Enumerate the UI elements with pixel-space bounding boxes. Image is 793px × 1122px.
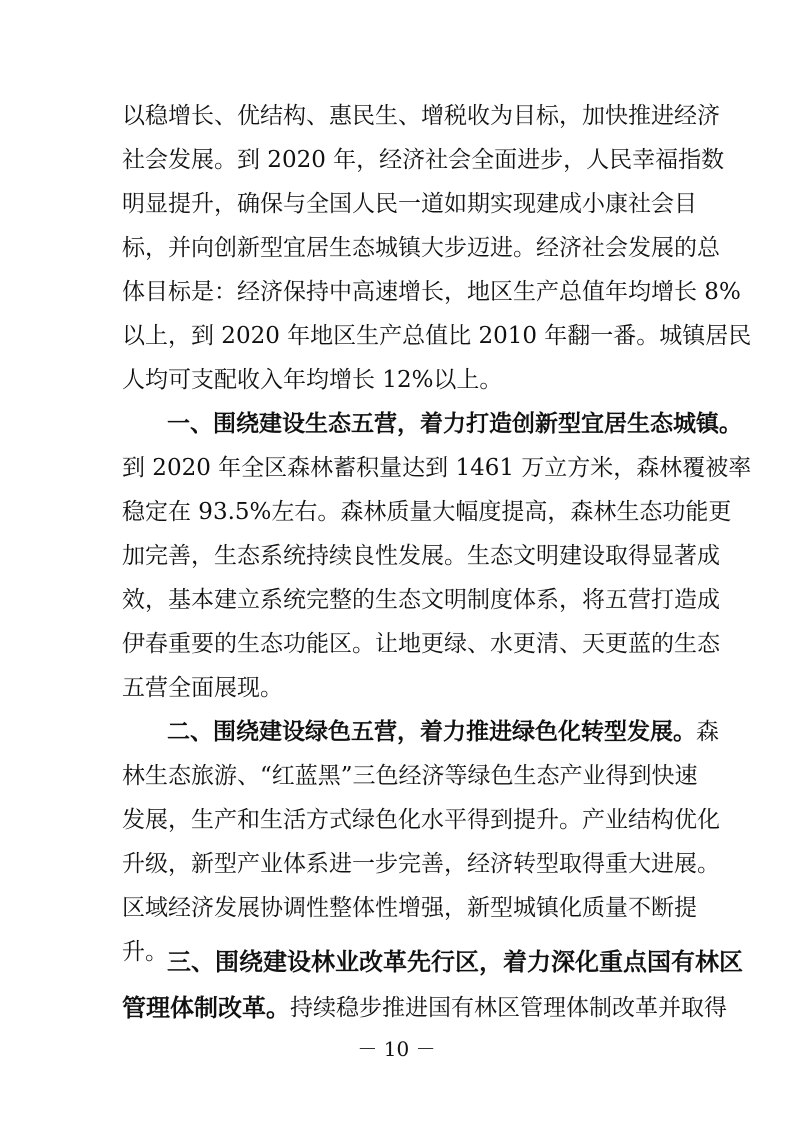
body-text-fragment: 森 [696,719,719,745]
body-text-line: 明显提升，确保与全国人民一道如期实现建成小康社会目 [122,191,697,217]
body-text-line: 效，基本建立系统完整的生态文明制度体系，将五营打造成 [122,587,720,613]
section-heading-1: 一、围绕建设生态五营，着力打造创新型宜居生态城镇。 [167,411,742,437]
page-number: － 10 － [357,1037,436,1061]
body-text-line: 林生态旅游、“红蓝黑”三色经济等绿色生态产业得到快速 [122,763,698,789]
section-2-first-line [167,710,719,754]
section-3-second-line [122,986,727,1030]
body-text-line: 加完善，生态系统持续良性发展。生态文明建设取得显著成 [122,543,720,569]
body-text-line: 社会发展。到 2020 年，经济社会全面进步，人民幸福指数 [122,147,725,173]
body-text-line: 升。 [122,939,168,965]
body-text-line: 人均可支配收入年均增长 12%以上。 [122,367,503,393]
body-text-line: 标，并向创新型宜居生态城镇大步迈进。经济社会发展的总 [122,235,720,261]
body-text-line: 体目标是：经济保持中高速增长，地区生产总值年均增长 8% [122,279,741,305]
body-text-line: 区域经济发展协调性整体性增强，新型城镇化质量不断提 [122,895,697,921]
body-text-line: 以上，到 2020 年地区生产总值比 2010 年翻一番。城镇居民 [122,323,752,349]
body-text-fragment: 持续稳步推进国有林区管理体制改革并取得 [290,995,727,1021]
body-text-line: 伊春重要的生态功能区。让地更绿、水更清、天更蓝的生态 [122,631,720,657]
body-text-line: 稳定在 93.5%左右。森林质量大幅度提高，森林生态功能更 [122,499,732,525]
section-heading-2: 二、围绕建设绿色五营，着力推进绿色化转型发展。 [167,719,696,745]
section-heading-3: 三、围绕建设林业改革先行区，着力深化重点国有林区 [167,948,743,976]
body-text-line: 以稳增长、优结构、惠民生、增税收为目标，加快推进经济 [122,103,720,129]
body-text-line: 到 2020 年全区森林蓄积量达到 1461 万立方米，森林覆被率 [122,455,752,481]
body-text-line: 发展，生产和生活方式绿色化水平得到提升。产业结构优化 [122,807,720,833]
body-text-line: 五营全面展现。 [122,675,283,701]
section-heading-3-continuation: 管理体制改革。 [122,994,290,1022]
body-text-line: 升级，新型产业体系进一步完善，经济转型取得重大进展。 [122,851,720,877]
